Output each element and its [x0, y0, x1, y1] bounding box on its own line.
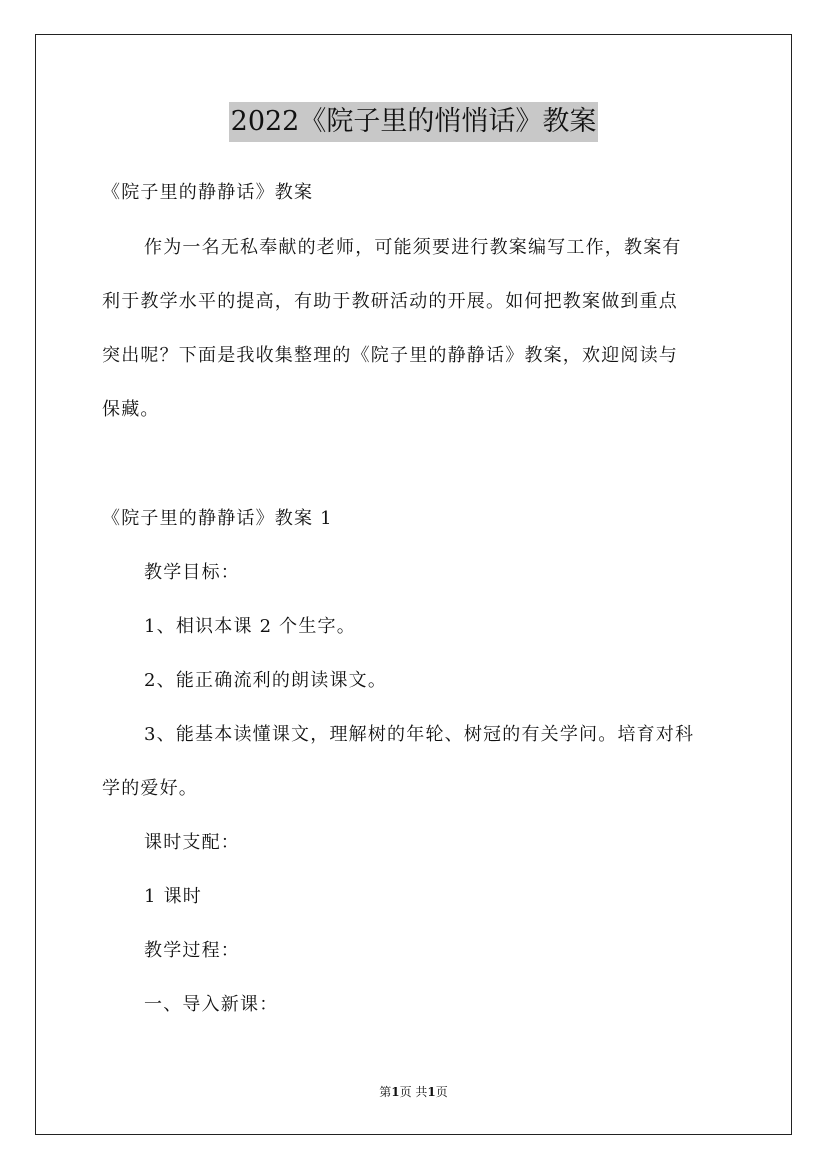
document-title: 2022《院子里的悄悄话》教案 [229, 102, 599, 142]
goal-3-line-1: 3、能基本读懂课文，理解树的年轮、树冠的有关学问。培育对科 [144, 724, 695, 745]
step-1: 一、导入新课： [144, 994, 279, 1015]
intro-line-3: 突出呢？下面是我收集整理的《院子里的静静话》教案，欢迎阅读与 [102, 345, 678, 366]
goal-3-line-2: 学的爱好。 [102, 778, 198, 799]
footer-total-pages: 1 [427, 1085, 436, 1099]
intro-line-2: 利于教学水平的提高，有助于教研活动的开展。如何把教案做到重点 [102, 291, 678, 312]
title-block [0, 102, 827, 142]
goals-label: 教学目标： [144, 562, 240, 583]
section-heading: 《院子里的静静话》教案 1 [102, 508, 333, 529]
footer-mid: 页 共 [399, 1085, 428, 1099]
intro-line-1: 作为一名无私奉献的老师，可能须要进行教案编写工作，教案有 [144, 237, 682, 258]
footer-suffix: 页 [435, 1085, 448, 1099]
goal-2: 2、能正确流利的朗读课文。 [144, 670, 388, 691]
document-subtitle: 《院子里的静静话》教案 [102, 182, 314, 203]
goal-1: 1、相识本课 2 个生字。 [144, 616, 356, 637]
intro-line-4: 保藏。 [102, 399, 160, 420]
footer-prefix: 第 [379, 1085, 392, 1099]
schedule-value: 1 课时 [144, 886, 202, 907]
page-footer [0, 1084, 827, 1100]
footer-current-page: 1 [391, 1085, 400, 1099]
process-label: 教学过程： [144, 940, 240, 961]
schedule-label: 课时支配： [144, 832, 240, 853]
